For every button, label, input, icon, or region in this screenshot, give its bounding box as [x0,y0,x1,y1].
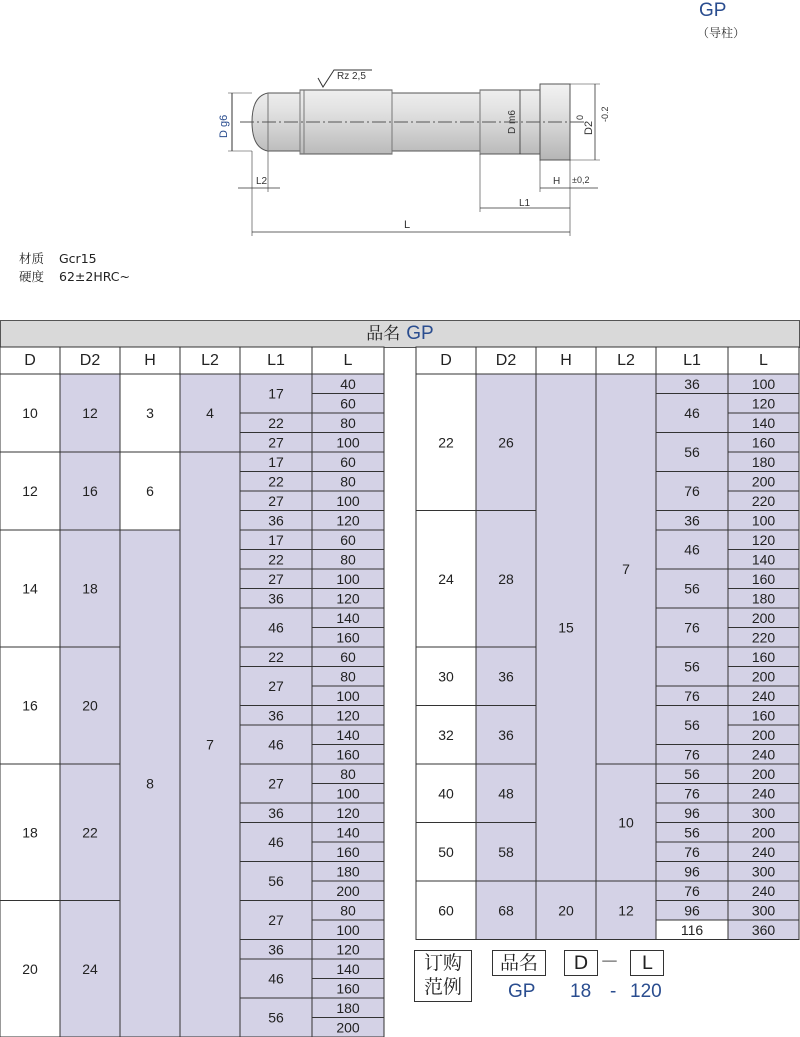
cell-value: 180 [336,863,360,880]
column-header: L2 [201,352,219,369]
cell-value: 140 [751,551,776,568]
cell-value: 36 [684,375,700,392]
cell-value: 80 [340,551,356,568]
cell-value: 180 [751,453,776,470]
dim-l1-label: L1 [519,198,531,209]
cell-value: 46 [268,970,284,987]
cell-value: 60 [340,453,356,470]
dim-d2-tol-upper: 0 [575,114,585,120]
cell-value: 24 [438,570,454,587]
cell-value: 120 [336,804,360,821]
order-label-line2: 范例 [423,976,462,998]
cell-value: 27 [268,570,284,587]
cell-value: 40 [438,785,454,802]
cell-value: 120 [751,395,776,412]
cell-value: 30 [438,668,454,685]
cell-value: 15 [558,619,574,636]
cell-value: 27 [268,492,284,509]
dim-l-label: L [404,219,411,231]
cell-value: 68 [498,902,514,919]
cell-value: 160 [336,843,360,860]
cell-value: 200 [751,824,776,841]
cell-value: 180 [751,590,776,607]
cell-value: 76 [684,619,700,636]
cell-value: 26 [498,434,514,451]
cell-value: 56 [684,658,700,675]
cell-value: 220 [751,492,776,509]
order-value-d: 18 [570,981,592,1002]
cell-value: 116 [680,921,704,938]
cell-value: 46 [684,405,700,421]
cell-value: 120 [336,512,360,529]
column-header: L [759,352,768,369]
cell-value: 16 [22,697,38,714]
cell-value: 120 [336,590,360,607]
cell-value: 12 [618,902,634,919]
cell-value: 46 [268,736,284,753]
cell-value: 240 [751,882,776,899]
cell-value: 12 [22,483,38,499]
cell-value: 160 [336,629,360,646]
cell-value: 160 [751,570,776,587]
cell-value: 220 [751,629,776,646]
column-header: L1 [683,352,701,369]
cell-value: 48 [498,785,514,802]
cell-value: 200 [751,765,776,782]
cell-value: 120 [336,941,360,958]
cell-value: 56 [684,824,700,841]
cell-value: 20 [558,902,574,919]
cell-value: 10 [22,405,38,421]
column-header: D2 [495,352,517,369]
cell-value: 240 [751,843,776,860]
cell-value: 96 [684,863,700,880]
cell-value: 40 [340,375,356,392]
cell-value: 200 [336,1019,360,1036]
cell-value: 200 [751,726,776,743]
dim-h-tol: ±0,2 [572,175,590,185]
cell-value: 10 [618,814,634,831]
cell-value: 80 [340,414,356,431]
cell-value: 16 [82,483,98,499]
cell-value: 60 [340,648,356,665]
roughness-label: Rz 2,5 [337,71,366,82]
cell-value: 76 [684,882,700,899]
cell-value: 60 [340,531,356,548]
cell-value: 18 [82,580,98,597]
column-header: H [560,352,572,369]
table-title-label: 品名 [366,324,401,344]
cell-value: 4 [206,405,214,421]
order-label-line1: 订购 [423,952,462,974]
cell-value: 58 [498,843,514,860]
cell-value: 100 [336,785,360,802]
cell-value: 36 [268,804,284,821]
cell-value: 22 [82,824,98,841]
column-header: D [24,352,36,369]
cell-value: 14 [22,580,38,597]
cell-value: 200 [751,609,776,626]
hardness-value: 62±2HRC~ [59,269,130,284]
cell-value: 36 [268,512,284,529]
cell-value: 200 [751,668,776,685]
cell-value: 80 [340,668,356,685]
cell-value: 80 [340,473,356,490]
cell-value: 120 [336,707,360,724]
cell-value: 100 [336,570,360,587]
cell-value: 27 [268,678,284,694]
order-example [414,946,684,1006]
cell-value: 46 [684,541,700,558]
dim-h-label: H [553,176,561,187]
cell-value: 17 [268,385,284,402]
cell-value: 36 [498,726,514,743]
cell-value: 7 [622,561,630,577]
cell-value: 36 [268,590,284,607]
cell-value: 50 [438,843,454,860]
cell-value: 76 [684,843,700,860]
cell-value: 180 [336,999,360,1016]
cell-value: 160 [751,707,776,724]
cell-value: 56 [684,444,700,460]
hardness-label: 硬度 [19,269,45,284]
cell-value: 300 [751,804,776,821]
cell-value: 100 [336,434,360,451]
cell-value: 96 [684,804,700,821]
cell-value: 56 [268,873,284,889]
product-code: GP [699,0,727,21]
cell-value: 36 [268,707,284,724]
cell-value: 200 [336,882,360,899]
cell-value: 120 [751,531,776,548]
cell-value: 160 [336,746,360,763]
cell-value: 76 [684,785,700,802]
cell-value: 27 [268,434,284,451]
cell-value: 140 [336,824,360,841]
cell-value: 17 [268,453,284,470]
cell-value: 160 [336,980,360,997]
cell-value: 36 [684,512,700,529]
cell-value: 46 [268,834,284,850]
cell-value: 32 [438,726,454,743]
column-header: H [144,352,156,369]
order-box-l: L [630,950,664,976]
cell-value: 80 [340,902,356,919]
cell-value: 22 [268,648,284,665]
material-label: 材质 [19,251,45,266]
cell-value: 56 [684,580,700,597]
cell-value: 24 [82,960,98,977]
column-header: D2 [79,352,101,369]
dim-d-label: D g6 [218,114,230,138]
cell-value: 240 [751,746,776,763]
cell-value: 36 [268,941,284,958]
cell-value: 17 [268,531,284,548]
cell-value: 100 [336,687,360,704]
table-title-code: GP [406,323,434,344]
cell-value: 27 [268,775,284,792]
cell-value: 3 [146,405,154,421]
column-header: D [440,352,452,369]
column-header: L [343,352,353,369]
material-value: Gcr15 [59,251,97,266]
product-subtitle: （导柱） [697,26,746,40]
order-value-name: GP [508,981,536,1002]
dim-d2-tol-lower: -0.2 [600,106,610,122]
cell-value: 60 [340,395,356,412]
cell-value: 20 [22,960,38,977]
cell-value: 8 [146,775,154,792]
cell-value: 56 [268,1009,284,1026]
cell-value: 22 [268,414,284,431]
cell-value: 200 [751,473,776,490]
cell-value: 28 [498,570,514,587]
cell-value: 160 [751,648,776,665]
cell-value: 300 [751,902,776,919]
cell-value: 7 [206,736,214,753]
cell-value: 12 [82,405,98,421]
cell-value: 100 [751,375,776,392]
cell-value: 6 [146,483,154,499]
cell-value: 100 [336,921,360,938]
order-label-box [414,950,472,1002]
cell-value: 160 [751,434,776,451]
cell-value: 240 [751,785,776,802]
cell-value: 22 [268,551,284,568]
dim-l2-label: L2 [256,176,268,187]
cell-value: 140 [336,726,360,743]
cell-value: 96 [684,902,700,919]
order-dash: － [600,951,620,973]
order-value-dash: - [610,981,617,1002]
cell-value: 76 [684,687,700,704]
cell-value: 60 [438,902,454,919]
column-header: L1 [267,352,285,369]
cell-value: 18 [22,824,38,841]
cell-value: 76 [684,483,700,499]
cell-value: 27 [268,912,284,928]
dim-dm6-label: D m6 [507,110,518,134]
cell-value: 56 [684,717,700,733]
cell-value: 140 [336,609,360,626]
cell-value: 80 [340,765,356,782]
cell-value: 22 [268,473,284,490]
cell-value: 140 [336,960,360,977]
cell-value: 300 [751,863,776,880]
cell-value: 20 [82,697,98,714]
cell-value: 46 [268,619,284,636]
cell-value: 360 [751,921,776,938]
cell-value: 240 [751,687,776,704]
order-box-d: D [564,950,598,976]
order-value-l: 120 [630,981,662,1002]
cell-value: 140 [751,414,776,431]
cell-value: 100 [336,492,360,509]
cell-value: 76 [684,746,700,763]
cell-value: 36 [498,668,514,685]
order-box-name: 品名 [492,950,546,976]
column-header: L2 [617,352,635,369]
cell-value: 100 [751,512,776,529]
cell-value: 22 [438,434,454,451]
cell-value: 56 [684,765,700,782]
dim-d2-label: D2 [583,120,595,135]
